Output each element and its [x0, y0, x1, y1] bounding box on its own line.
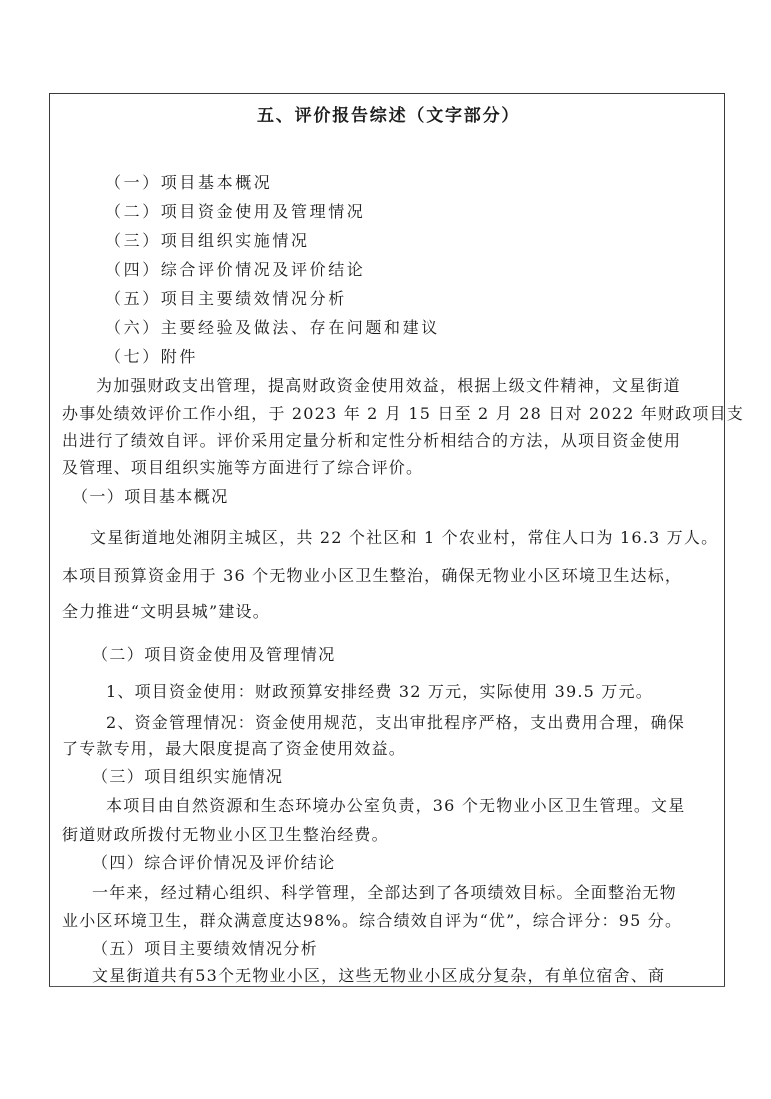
toc-item: （七）附件	[105, 347, 199, 366]
section-3-line: 街道财政所拨付无物业小区卫生整治经费。	[62, 825, 389, 844]
toc-item: （四）综合评价情况及评价结论	[105, 260, 366, 279]
section-3-line: 本项目由自然资源和生态环境办公室负责，36 个无物业小区卫生管理。文星	[106, 796, 686, 815]
toc-item: （五）项目主要绩效情况分析	[105, 289, 347, 308]
intro-line: 出进行了绩效自评。评价采用定量分析和定性分析相结合的方法，从项目资金使用	[62, 431, 682, 450]
page-bottom-rule	[49, 986, 725, 987]
section-2-heading: （二）项目资金使用及管理情况	[92, 645, 336, 664]
section-2-line: 2、资金管理情况：资金使用规范，支出审批程序严格，支出费用合理，确保	[106, 713, 685, 732]
section-2-line: 了专款专用，最大限度提高了资金使用效益。	[62, 739, 407, 758]
report-title: 五、评价报告综述（文字部分）	[257, 106, 521, 126]
intro-line: 办事处绩效评价工作小组，于 2023 年 2 月 15 日至 2 月 28 日对 2022 年财政项目支	[62, 404, 744, 423]
toc-item: （三）项目组织实施情况	[105, 231, 310, 250]
section-1-heading: （一）项目基本概况	[72, 487, 229, 506]
section-1-line: 本项目预算资金用于 36 个无物业小区卫生整治，确保无物业小区环境卫生达标，	[62, 566, 683, 585]
intro-line: 为加强财政支出管理，提高财政资金使用效益，根据上级文件精神，文星街道	[96, 376, 681, 395]
section-4-line: 业小区环境卫生，群众满意度达98%。综合绩效自评为“优”，综合评分：95 分。	[62, 911, 683, 930]
section-1-line: 文星街道地处湘阴主城区，共 22 个社区和 1 个农业村，常住人口为 16.3 万人。	[90, 528, 719, 547]
section-5-line: 文星街道共有53个无物业小区，这些无物业小区成分复杂，有单位宿舍、商	[92, 966, 666, 985]
section-3-heading: （三）项目组织实施情况	[92, 767, 284, 786]
section-5-heading: （五）项目主要绩效情况分析	[92, 939, 319, 958]
toc-item: （六）主要经验及做法、存在问题和建议	[105, 318, 440, 337]
section-1-line: 全力推进“文明县城”建设。	[62, 602, 270, 621]
toc-item: （一）项目基本概况	[105, 173, 273, 192]
toc-item: （二）项目资金使用及管理情况	[105, 202, 366, 221]
section-2-line: 1、项目资金使用：财政预算安排经费 32 万元，实际使用 39.5 万元。	[106, 682, 653, 701]
section-4-line: 一年来，经过精心组织、科学管理，全部达到了各项绩效目标。全面整治无物	[92, 883, 677, 902]
section-4-heading: （四）综合评价情况及评价结论	[92, 853, 336, 872]
intro-line: 及管理、项目组织实施等方面进行了综合评价。	[62, 458, 424, 477]
